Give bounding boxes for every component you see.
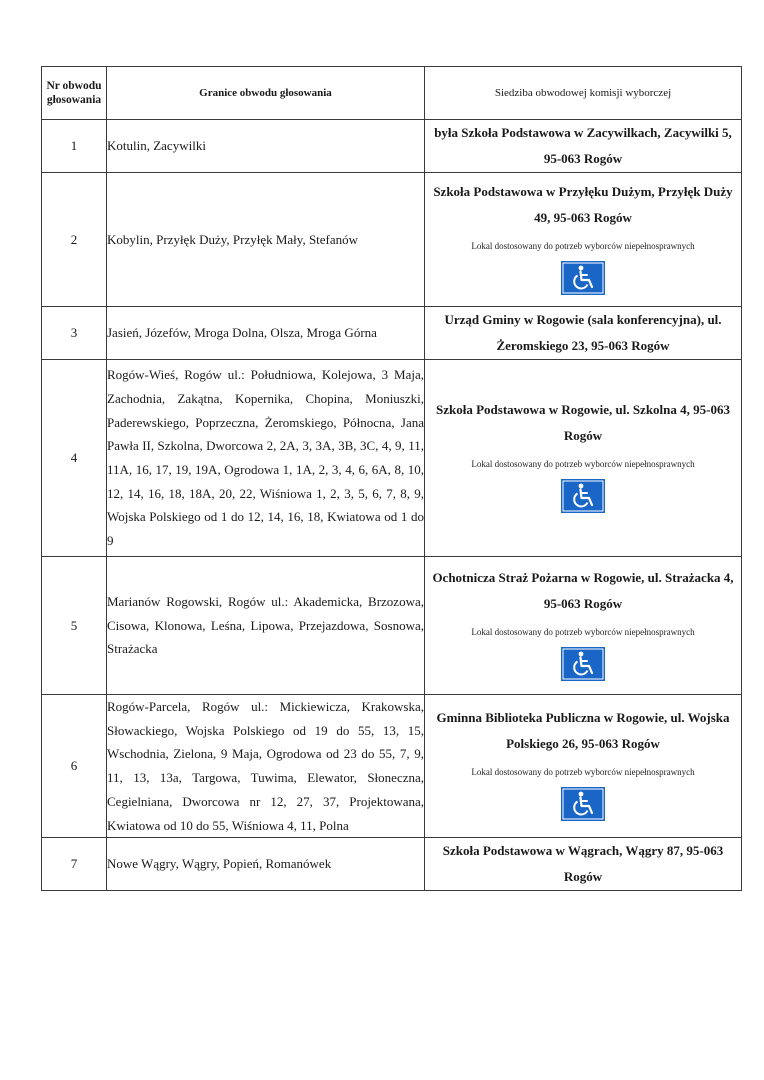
- table-row: [42, 360, 742, 557]
- precinct-number: 5: [42, 557, 107, 695]
- precinct-boundaries: Rogów-Wieś, Rogów ul.: Południowa, Kolejowa, 3 Maja, Zachodnia, Zakątna, Kopernika, Chopina, Moniuszki, Paderewskiego, Poprzeczna, Żeromskiego, Północna, Jana Pawła II, Szkolna, Dworcowa 2, 2A, 3, 3A, 3B, 3C, 4, 9, 11, 11A, 16, 17, 19, 19A, Ogrodowa 1, 1A, 2, 3, 4, 6, 6A, 8, 10, 12, 14, 16, 18, 18A, 20, 22, Wiśniowa 1, 2, 3, 5, 6, 7, 8, 9, Wojska Polskiego od 1 do 12, 14, 16, 18, Kwiatowa od 1 do 9: [107, 360, 425, 557]
- wheelchair-icon: [561, 647, 605, 681]
- table-header-row: [42, 67, 742, 120]
- precinct-number: 3: [42, 307, 107, 360]
- precinct-seat: była Szkoła Podstawowa w Zacywilkach, Zacywilki 5, 95-063 Rogów: [434, 125, 732, 166]
- precinct-boundaries: Nowe Wągry, Wągry, Popień, Romanówek: [107, 838, 425, 891]
- precinct-seat-cell: [425, 838, 742, 891]
- table-row: [42, 695, 742, 838]
- precinct-seat-cell: [425, 557, 742, 695]
- precinct-seat: Szkoła Podstawowa w Przyłęku Dużym, Przyłęk Duży 49, 95-063 Rogów: [433, 183, 733, 225]
- header-seat: Siedziba obwodowej komisji wyborczej: [425, 67, 742, 120]
- precinct-number: 1: [42, 120, 107, 173]
- precinct-seat: Ochotnicza Straż Pożarna w Rogowie, ul. Strażacka 4, 95-063 Rogów: [432, 569, 734, 611]
- accessibility-note: Lokal dostosowany do potrzeb wyborców niepełnosprawnych: [471, 626, 695, 637]
- precinct-seat: Szkoła Podstawowa w Rogowie, ul. Szkolna 4, 95-063 Rogów: [436, 402, 730, 443]
- accessibility-note: Lokal dostosowany do potrzeb wyborców niepełnosprawnych: [471, 767, 695, 778]
- precinct-boundaries: Kotulin, Zacywilki: [107, 120, 425, 173]
- precinct-seat: Szkoła Podstawowa w Wągrach, Wągry 87, 95-063 Rogów: [442, 843, 724, 885]
- wheelchair-icon: [561, 787, 605, 821]
- table-row: [42, 173, 742, 307]
- precinct-boundaries: Jasień, Józefów, Mroga Dolna, Olsza, Mroga Górna: [107, 307, 425, 360]
- precinct-number: 2: [42, 173, 107, 307]
- precinct-boundaries: Rogów-Parcela, Rogów ul.: Mickiewicza, Krakowska, Słowackiego, Wojska Polskiego od 19 do 55, 13, 15, Wschodnia, Zielona, 9 Maja, Ogrodowa od 23 do 55, 7, 9, 11, 13, 13a, Targowa, Tuwima, Elewator, Słoneczna, Cegielniana, Dworcowa nr 12, 27, 37, Projektowana, Kwiatowa od 10 do 55, Wiśniowa 4, 11, Polna: [107, 695, 425, 838]
- precinct-seat-cell: [425, 695, 742, 838]
- table-row: [42, 307, 742, 360]
- precinct-number: 7: [42, 838, 107, 891]
- precinct-seat-cell: [425, 360, 742, 557]
- accessibility-note: Lokal dostosowany do potrzeb wyborców niepełnosprawnych: [471, 240, 695, 251]
- precinct-seat: Gminna Biblioteka Publiczna w Rogowie, ul. Wojska Polskiego 26, 95-063 Rogów: [436, 710, 730, 752]
- precinct-seat-cell: [425, 120, 742, 173]
- precinct-boundaries: Marianów Rogowski, Rogów ul.: Akademicka, Brzozowa, Cisowa, Klonowa, Leśna, Lipowa, Przejazdowa, Sosnowa, Strażacka: [107, 557, 425, 695]
- table-row: [42, 838, 742, 891]
- precincts-table: [41, 66, 742, 891]
- wheelchair-icon: [561, 261, 605, 295]
- header-boundaries: Granice obwodu głosowania: [107, 67, 425, 120]
- precinct-number: 4: [42, 360, 107, 557]
- precinct-seat: Urząd Gminy w Rogowie (sala konferencyjna), ul. Żeromskiego 23, 95-063 Rogów: [444, 312, 722, 353]
- table-row: [42, 557, 742, 695]
- precinct-number: 6: [42, 695, 107, 838]
- precinct-seat-cell: [425, 307, 742, 360]
- precinct-boundaries: Kobylin, Przyłęk Duży, Przyłęk Mały, Stefanów: [107, 173, 425, 307]
- precinct-seat-cell: [425, 173, 742, 307]
- table-row: [42, 120, 742, 173]
- wheelchair-icon: [561, 479, 605, 513]
- header-number: Nr obwodu głosowania: [42, 67, 107, 120]
- accessibility-note: Lokal dostosowany do potrzeb wyborców niepełnosprawnych: [471, 459, 695, 469]
